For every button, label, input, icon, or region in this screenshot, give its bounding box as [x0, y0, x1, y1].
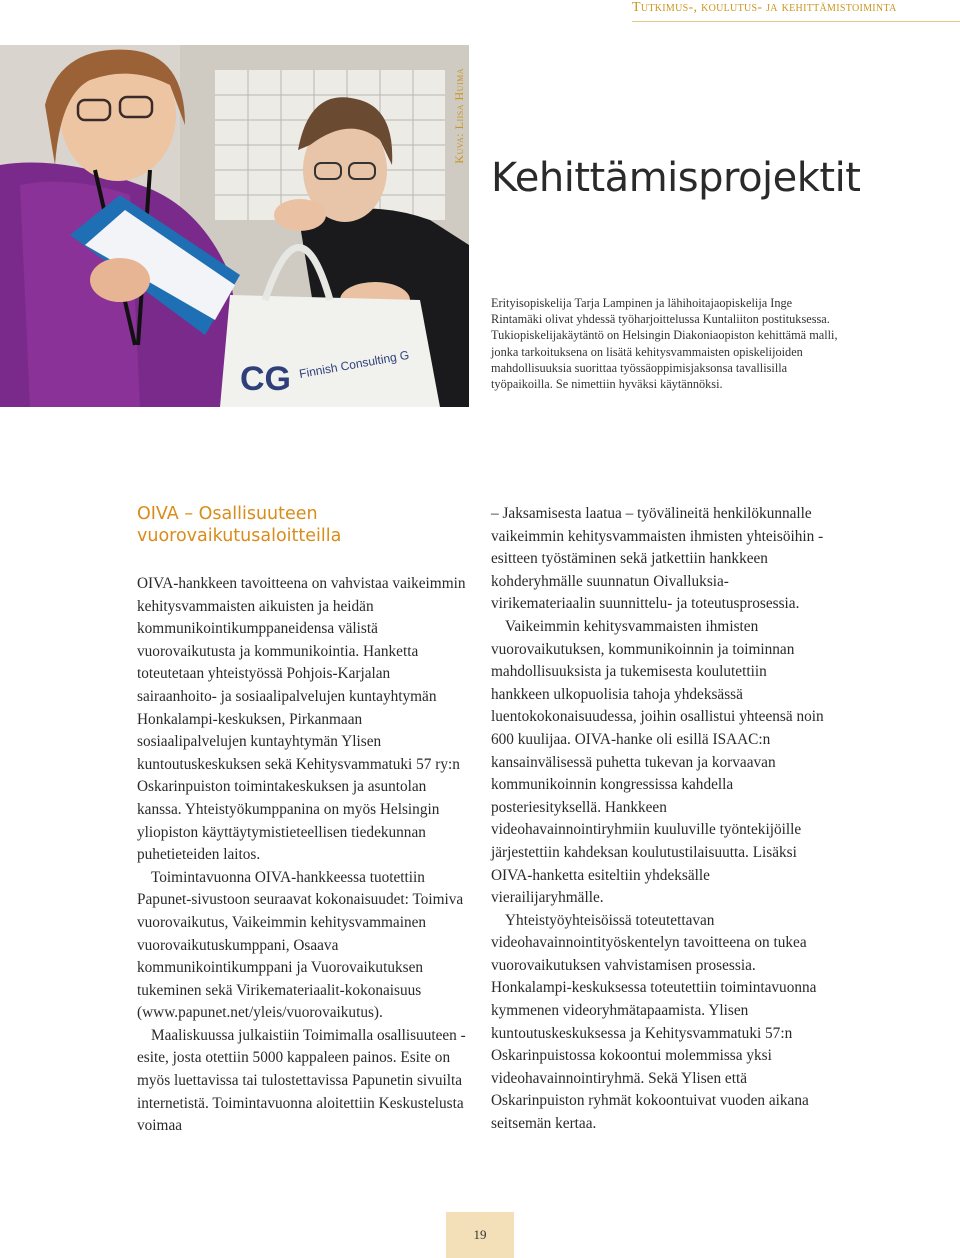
header-rule	[632, 21, 960, 22]
paragraph: Toimintavuonna OIVA-hankkeessa tuotettiin Papunet-sivustoon seuraavat kokonaisuudet: Toimiva vuorovaikutus, Vaikeimmin kehitysvammainen vuorovaikutuskumppani, Osaava kommunikointikumppani ja Vuorovaikutuksen tukeminen sekä Virikemateriaalit-kokonaisuus (www.papunet.net/yleis/vuorovaikutus).	[137, 868, 464, 1022]
bag-logo-text: CG	[240, 360, 291, 398]
section-heading: OIVA – Osallisuuteen vuorovaikutusaloitteilla	[137, 504, 342, 546]
paragraph: Yhteistyöyhteisöissä toteutettavan videohavainnointityöskentelyn tavoitteena on tukea vuorovaikutuksen vahvistamisen prosessia. Honkalampi-keskuksessa toteutettiin toimintavuonna kymmenen videoryhmätapaamista. Ylisen kuntoutuskeskuksessa ja Kehitysvammatuki 57:n Oskarinpuistossa kokoontui molemmissa yksi videohavainnointiryhmä. Sekä Ylisen että Oskarinpuiston ryhmät kokoontuivat vuoden aikana seitsemän kertaa.	[491, 911, 817, 1133]
photo	[0, 45, 469, 407]
paragraph: Vaikeimmin kehitysvammaisten ihmisten vuorovaikutuksen, kommunikoinnin ja toiminnan mahdollisuuksista ja tukemisesta koulutettiin hankkeen ulkopuolisia tahoja yhdeksässä luentokokonaisuudessa, joihin osallistui yhteensä noin 600 kuulijaa. OIVA-hanke oli esillä ISAAC:n kansainvälisessä puhetta tukevan ja korvaavan kommunikoinnin kongressissa kahdella posteriesityksellä. Hankkeen videohavainnointiryhmiin kuuluville työntekijöille järjestettiin kahdeksan koulutustilaisuutta. Lisäksi OIVA-hanketta esiteltiin yhdeksälle vierailijaryhmälle.	[491, 617, 824, 907]
running-header: Tutkimus-, koulutus- ja kehittämistoiminta	[632, 0, 897, 15]
page-number	[446, 1212, 514, 1258]
photo-caption: Erityisopiskelija Tarja Lampinen ja lähihoitajaopiskelija Inge Rintamäki olivat yhdessä työharjoittelussa Kuntaliiton postituksessa. Tukiopiskelijakäytäntö on Helsingin Diakoniaopiston kehittämä malli, jonka tarkoituksena on lisätä kehitysvammaisten opiskelijoiden mahdollisuuksia suorittaa työssäoppimisjaksonsa tavallisilla työpaikoilla. Se nimettiin hyväksi käytännöksi.	[491, 296, 838, 392]
bag-brand-text: Finnish Consulting G	[298, 347, 411, 381]
photo-credit: Kuva: Liisa Huima	[452, 68, 466, 164]
article-column-right	[491, 503, 826, 1136]
paragraph: OIVA-hankkeen tavoitteena on vahvistaa vaikeimmin kehitysvammaisten aikuisten ja heidän kommunikointikumppaneidensa välistä vuorovaikutusta ja kommunikointia. Hanketta toteutetaan yhteistyössä Pohjois-Karjalan sairaanhoito- ja sosiaalipalvelujen kuntayhtymän Honkalampi-keskuksen, Pirkanmaan sosiaalipalvelujen kuntayhtymän Ylisen kuntoutuskeskuksen sekä Kehitysvammatuki 57 ry:n Oskarinpuiston toimintakeskuksen ja asuntolan kanssa. Yhteistyökumppanina on myös Helsingin yliopiston käyttäytymistieteellisen tiedekunnan puhetieteiden laitos.	[137, 575, 466, 864]
article-column-left	[137, 503, 472, 1138]
page-title: Kehittämisprojektit	[491, 155, 861, 201]
page-number-text: 19	[473, 1227, 487, 1242]
paragraph: Maaliskuussa julkaistiin Toimimalla osallisuuteen -esite, josta otettiin 5000 kappaleen painos. Esite on myös luettavissa tai tulostettavissa Papunetin sivuilta internetistä. Toimintavuonna aloitettiin Keskustelusta voimaa	[137, 1026, 466, 1135]
paragraph: – Jaksamisesta laatua – työvälineitä henkilökunnalle vaikeimmin kehitysvammaisten ihmisten yhteisöihin -esitteen työstäminen sekä jatkettiin hankkeen kohderyhmälle suunnatun Oivalluksia-virikemateriaalin suunnittelu- ja toteutusprosessia.	[491, 505, 824, 613]
